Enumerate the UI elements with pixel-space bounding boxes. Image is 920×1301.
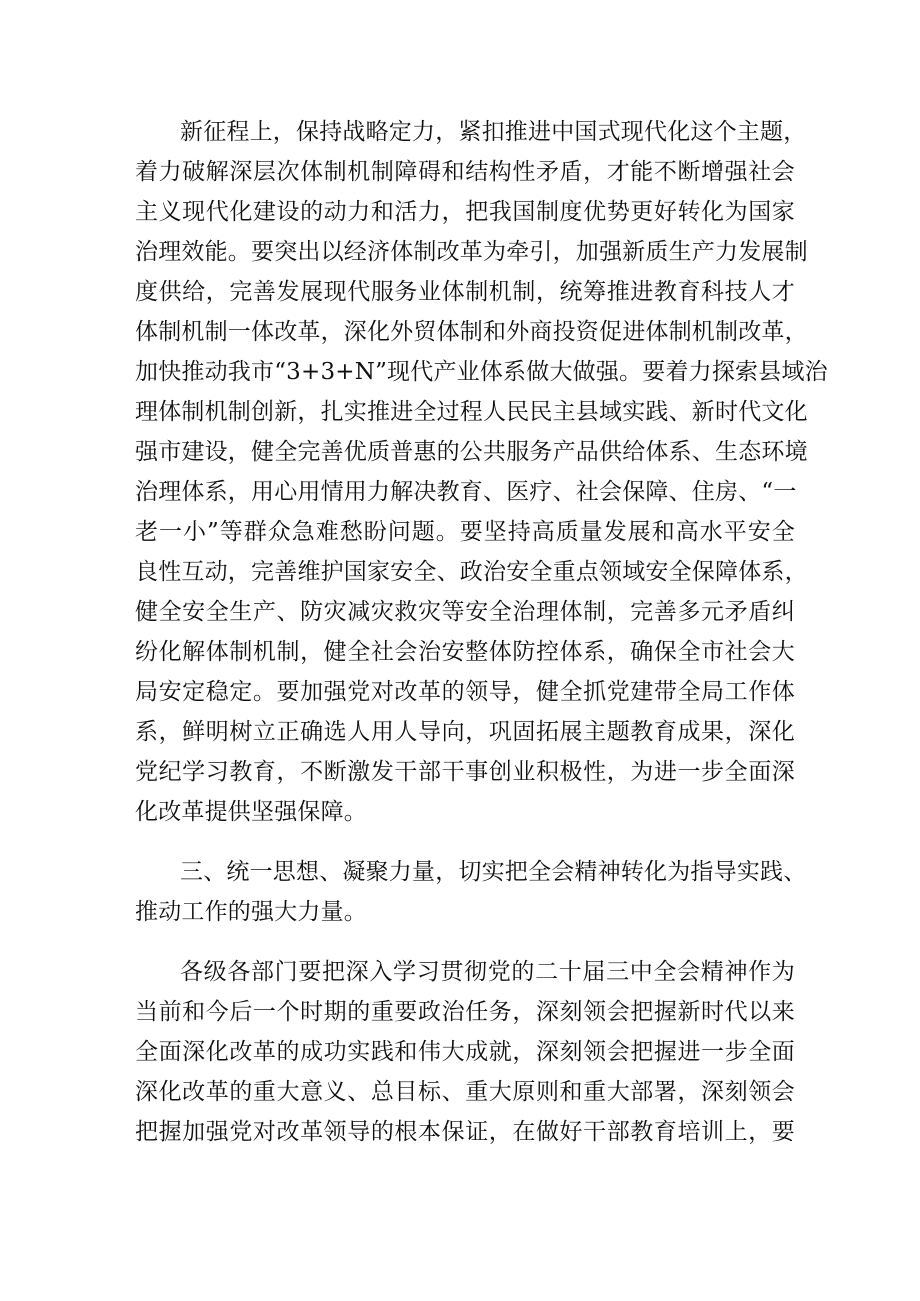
paragraph-3-line-3: 全面深化改革的成功实践和伟大成就，深刻领会把握进一步全面 xyxy=(135,1039,795,1065)
paragraph-1-line-11: 老一小”等群众急难愁盼问题。要坚持高质量发展和高水平安全 xyxy=(135,519,795,545)
paragraph-1-line-4: 治理效能。要突出以经济体制改革为牵引，加强新质生产力发展制 xyxy=(135,239,808,265)
paragraph-1-line-7: 加快推动我市“3+3+N”现代产业体系做大做强。要着力探索县域治 xyxy=(135,359,828,385)
paragraph-1-line-12: 良性互动，完善维护国家安全、政治安全重点领域安全保障体系， xyxy=(135,559,808,585)
paragraph-3-line-4: 深化改革的重大意义、总目标、重大原则和重大部署，深刻领会 xyxy=(135,1079,795,1105)
paragraph-1-line-15: 局安定稳定。要加强党对改革的领导，健全抓党建带全局工作体 xyxy=(135,679,795,705)
paragraph-1-line-18: 化改革提供坚强保障。 xyxy=(135,799,367,825)
paragraph-1-line-16: 系，鲜明树立正确选人用人导向，巩固拓展主题教育成果，深化 xyxy=(135,719,795,745)
paragraph-1-line-1: 新征程上，保持战略定力，紧扣推进中国式现代化这个主题， xyxy=(180,119,807,145)
paragraph-1-line-2: 着力破解深层次体制机制障碍和结构性矛盾，才能不断增强社会 xyxy=(135,159,795,185)
paragraph-1-line-17: 党纪学习教育，不断激发干部干事创业积极性，为进一步全面深 xyxy=(135,759,795,785)
paragraph-1-line-10: 治理体系，用心用情用力解决教育、医疗、社会保障、住房、“一 xyxy=(135,479,797,505)
section-heading-line-2: 推动工作的强大力量。 xyxy=(135,899,367,925)
paragraph-1-line-6: 体制机制一体改革，深化外贸体制和外商投资促进体制机制改革， xyxy=(135,319,808,345)
section-heading-line-1: 三、统一思想、凝聚力量，切实把全会精神转化为指导实践、 xyxy=(180,859,807,885)
paragraph-1-line-5: 度供给，完善发展现代服务业体制机制，统筹推进教育科技人才 xyxy=(135,279,795,305)
paragraph-3-line-5: 把握加强党对改革领导的根本保证，在做好干部教育培训上，要 xyxy=(135,1119,795,1145)
paragraph-1-line-8: 理体制机制创新，扎实推进全过程人民民主县域实践、新时代文化 xyxy=(135,399,808,425)
paragraph-3-line-1: 各级各部门要把深入学习贯彻党的二十届三中全会精神作为 xyxy=(180,959,795,985)
paragraph-1-line-3: 主义现代化建设的动力和活力，把我国制度优势更好转化为国家 xyxy=(135,199,795,225)
paragraph-1-line-14: 纷化解体制机制，健全社会治安整体防控体系，确保全市社会大 xyxy=(135,639,795,665)
paragraph-3-line-2: 当前和今后一个时期的重要政治任务，深刻领会把握新时代以来 xyxy=(135,999,795,1025)
paragraph-1-line-9: 强市建设，健全完善优质普惠的公共服务产品供给体系、生态环境 xyxy=(135,439,808,465)
paragraph-1-line-13: 健全安全生产、防灾减灾救灾等安全治理体制，完善多元矛盾纠 xyxy=(135,599,795,625)
